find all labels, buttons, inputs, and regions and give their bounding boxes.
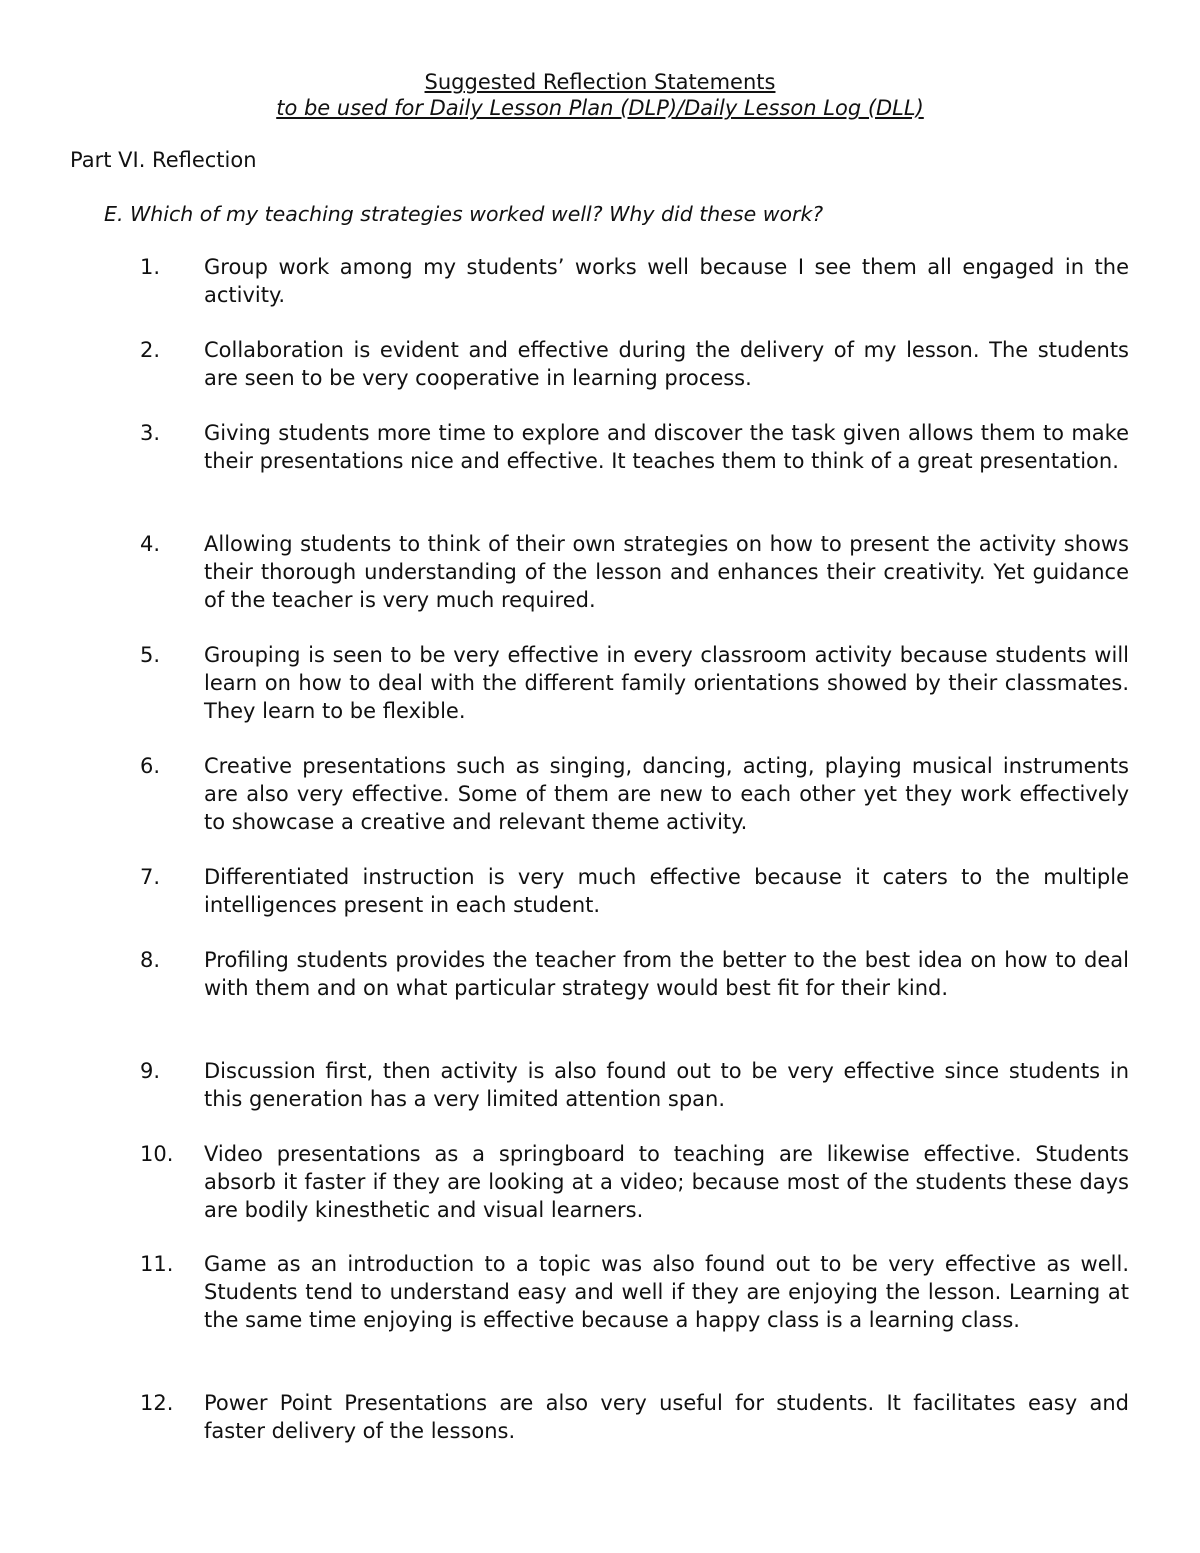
list-item-text: Power Point Presentations are also very useful for students. It facilitates easy and faster delivery of the lessons. bbox=[204, 1391, 1129, 1443]
list-item-text: Allowing students to think of their own strategies on how to present the activity shows their thorough understanding of the lesson and enhances their creativity. Yet guidance of the teacher is very much required. bbox=[204, 532, 1129, 612]
list-item-number: 2. bbox=[140, 338, 161, 362]
list-item-number: 3. bbox=[140, 421, 161, 445]
question-heading: E. Which of my teaching strategies worked well? Why did these work? bbox=[104, 202, 824, 226]
list-item-number: 5. bbox=[140, 643, 161, 667]
list-item-number: 6. bbox=[140, 754, 161, 778]
list-item-number: 12. bbox=[140, 1391, 174, 1415]
list-item-number: 8. bbox=[140, 948, 161, 972]
list-item-number: 1. bbox=[140, 255, 161, 279]
list-item-text: Profiling students provides the teacher from the better to the best idea on how to deal with them and on what particular strategy would best fit for their kind. bbox=[204, 948, 1129, 1000]
list-item-text: Discussion first, then activity is also found out to be very effective since students in this generation has a very limited attention span. bbox=[204, 1059, 1129, 1111]
document-title: Suggested Reflection Statements bbox=[424, 70, 776, 94]
list-item-text: Differentiated instruction is very much effective because it caters to the multiple intelligences present in each student. bbox=[204, 865, 1129, 917]
list-item-text: Creative presentations such as singing, dancing, acting, playing musical instruments are also very effective. Some of them are new to each other yet they work effectively to showcase a creative and relevant theme activity. bbox=[204, 754, 1129, 834]
list-item-text: Grouping is seen to be very effective in every classroom activity because students will learn on how to deal with the different family orientations showed by their classmates. They learn to be flexible. bbox=[204, 643, 1129, 723]
list-item-number: 10. bbox=[140, 1142, 174, 1166]
list-item-text: Group work among my students’ works well because I see them all engaged in the activity. bbox=[204, 255, 1129, 307]
list-item-text: Video presentations as a springboard to teaching are likewise effective. Students absorb it faster if they are looking at a video; because most of the students these days are bodily kinesthetic and visual learners. bbox=[204, 1142, 1129, 1222]
list-item-number: 4. bbox=[140, 532, 161, 556]
list-item-number: 7. bbox=[140, 865, 161, 889]
document-subtitle: to be used for Daily Lesson Plan (DLP)/Daily Lesson Log (DLL) bbox=[276, 96, 924, 120]
list-item-text: Giving students more time to explore and discover the task given allows them to make their presentations nice and effective. It teaches them to think of a great presentation. bbox=[204, 421, 1129, 473]
section-heading: Part VI. Reflection bbox=[70, 148, 257, 172]
list-item-number: 11. bbox=[140, 1252, 174, 1276]
list-item-text: Game as an introduction to a topic was also found out to be very effective as well. Students tend to understand easy and well if they are enjoying the lesson. Learning at the same time enjoying is effective because a happy class is a learning class. bbox=[204, 1252, 1129, 1332]
list-item-number: 9. bbox=[140, 1059, 161, 1083]
list-item-text: Collaboration is evident and effective during the delivery of my lesson. The students are seen to be very cooperative in learning process. bbox=[204, 338, 1129, 390]
